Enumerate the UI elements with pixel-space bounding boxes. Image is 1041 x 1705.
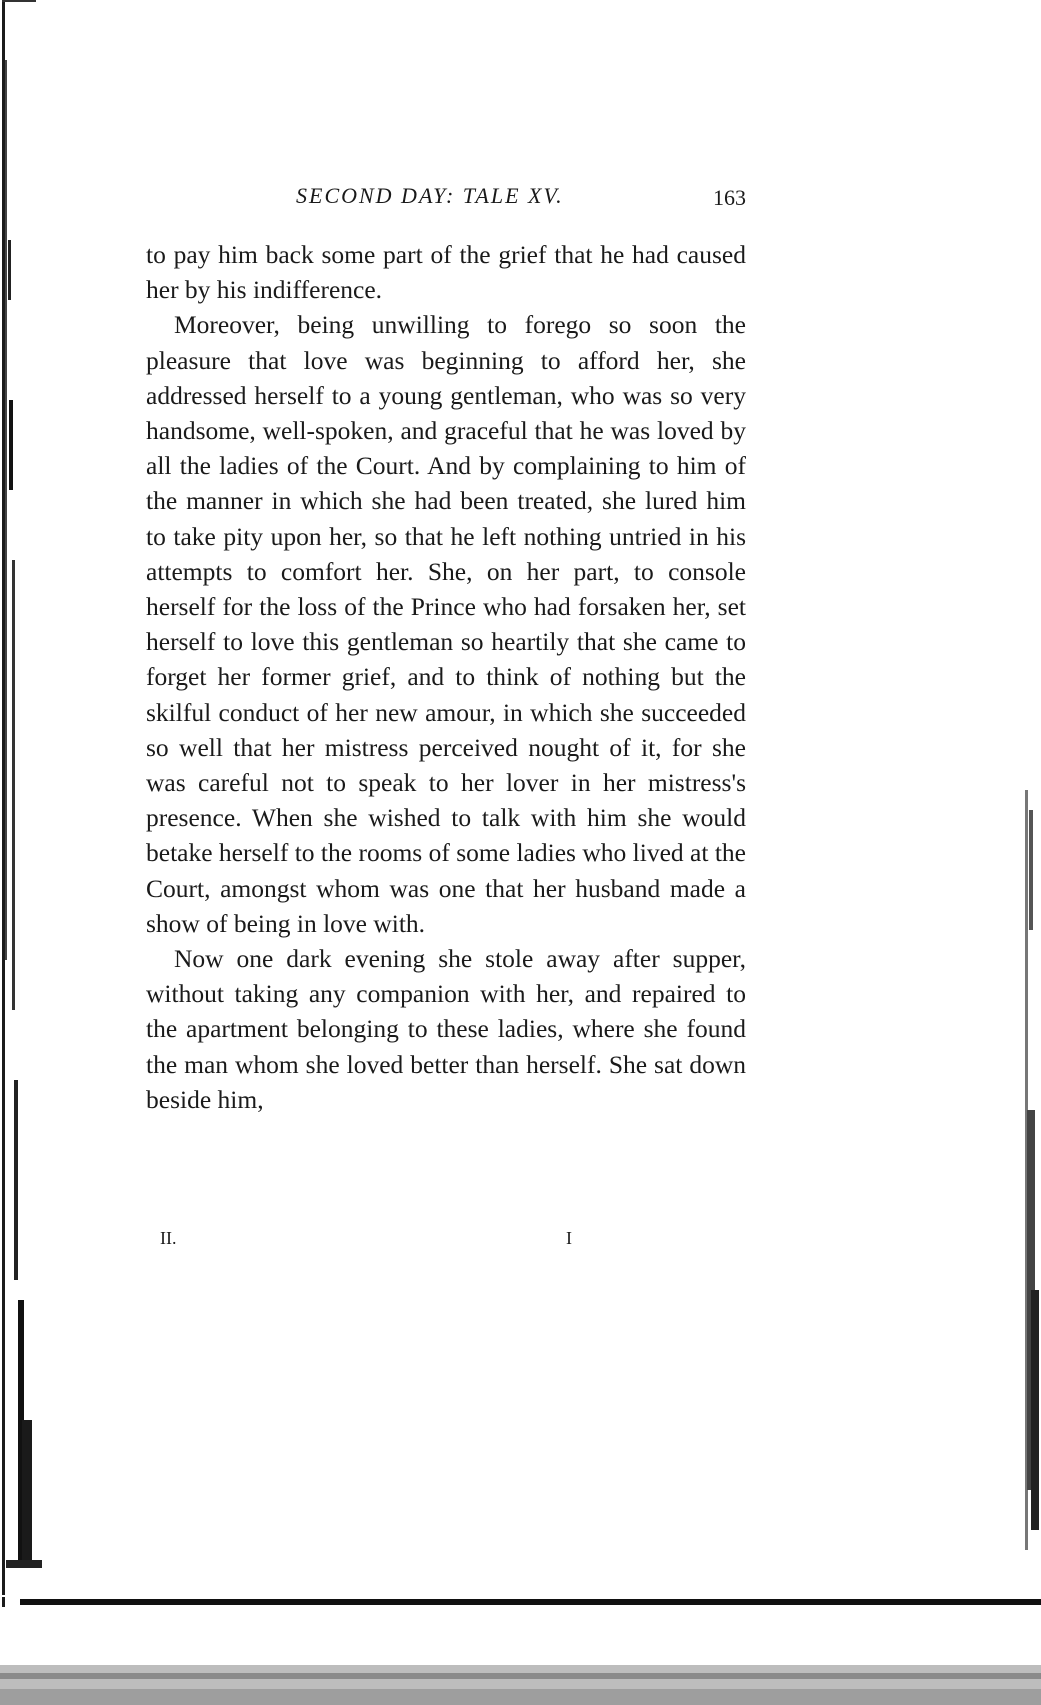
scan-binding-shadow	[2, 0, 42, 1705]
scan-bottom-edge	[0, 1595, 1041, 1705]
running-head	[146, 183, 746, 219]
page-number: 163	[713, 185, 746, 210]
paragraph: Now one dark evening she stole away after supper, without taking any companion with her, and repaired to the apartment belonging to these ladies, where she found the man whom she loved better than herself. She sat down beside him,	[146, 944, 746, 1114]
scan-page-edge	[1019, 790, 1041, 1550]
page-footer	[146, 1228, 746, 1256]
paragraph: Moreover, being unwilling to forego so soon the pleasure that love was beginning to afford her, she addressed herself to a young gentleman, who was so very handsome, well-spoken, and graceful that he was loved by all the ladies of the Court. And by complaining to him of the manner in which she had been treated, she lured him to take pity upon her, so that he left nothing untried in his attempts to comfort her. She, on her part, to console herself for the loss of the Prince who had forsaken her, set herself to love this gentleman so heartily that she came to forget her former grief, and to think of nothing but the skilful conduct of her new amour, in which she succeeded so well that her mistress perceived nought of it, for she was careful not to speak to her lover in her mistress's presence. When she wished to talk with him she would betake herself to the rooms of some ladies who lived at the Court, amongst whom was one that her husband made a show of being in love with.	[146, 310, 746, 938]
paragraph: to pay him back some part of the grief that he had caused her by his indifference.	[146, 240, 746, 305]
body-text	[146, 237, 746, 1117]
signature-mark: I	[566, 1228, 572, 1248]
running-title: SECOND DAY: TALE XV.	[296, 183, 564, 208]
volume-mark: II.	[160, 1228, 177, 1248]
